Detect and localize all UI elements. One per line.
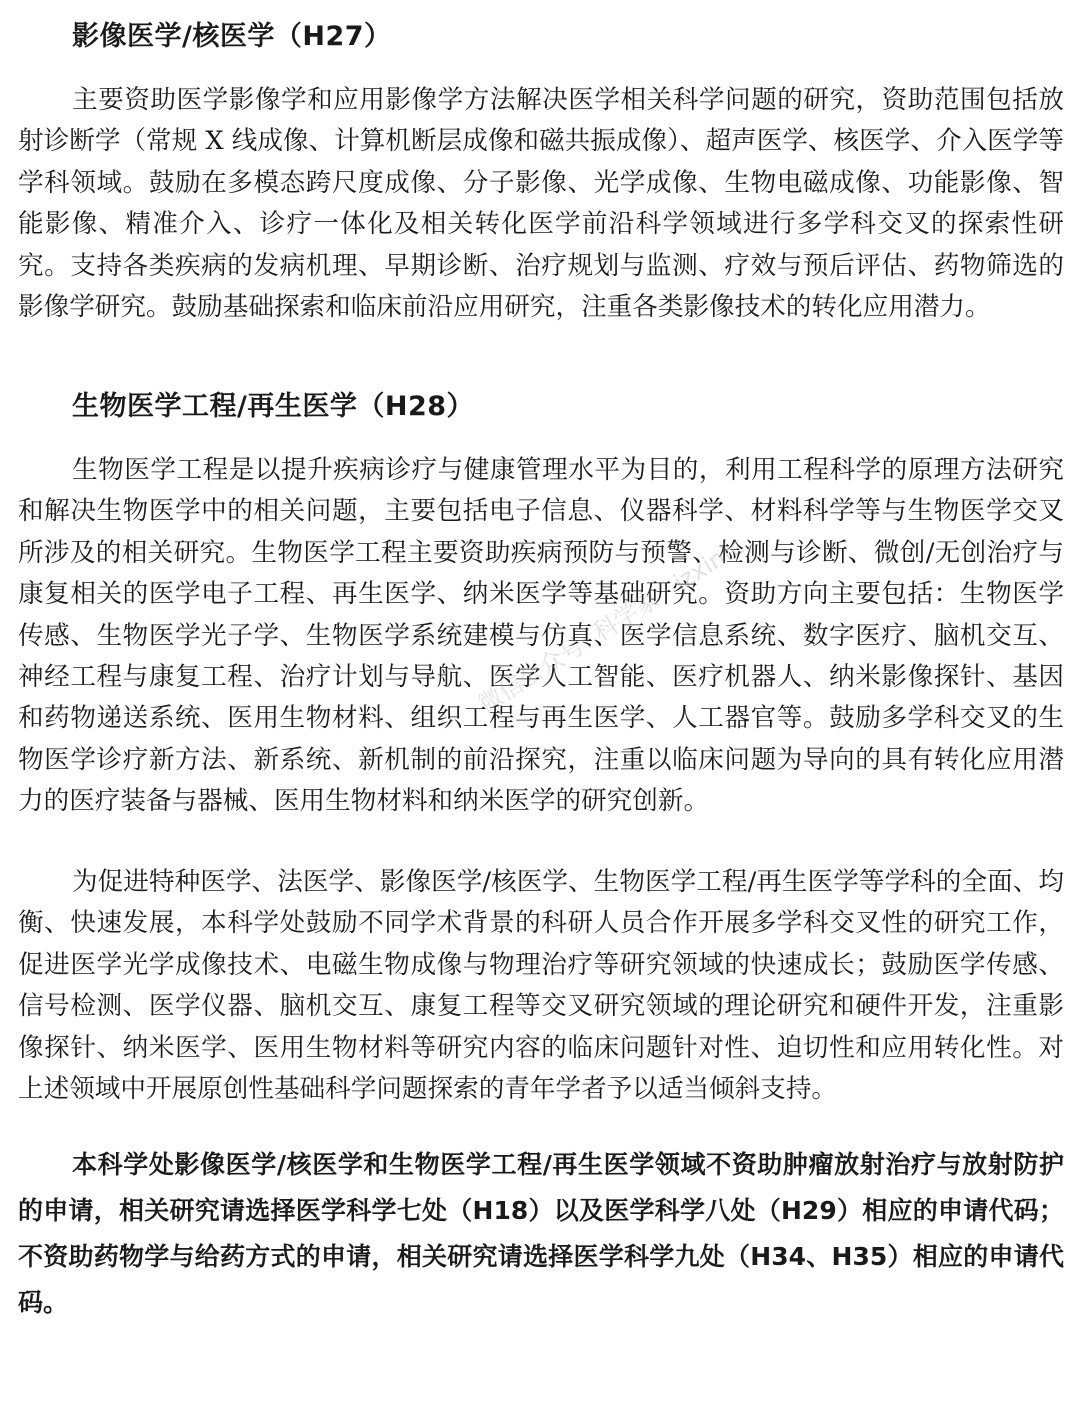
paragraph-h28-scope: 生物医学工程是以提升疾病诊疗与健康管理水平为目的，利用工程科学的原理方法研究和解决生物医学中的相关问题，主要包括电子信息、仪器科学、材料科学等与生物医学交叉所涉及的相关研究。生物医学工程主要资助疾病预防与预警、检测与诊断、微创/无创治疗与康复相关的医学电子工程、再生医学、纳米医学等基础研究。资助方向主要包括：生物医学传感、生物医学光子学、生物医学系统建模与仿真、医学信息系统、数字医疗、脑机交互、神经工程与康复工程、治疗计划与导航、医学人工智能、医疗机器人、纳米影像探针、基因和药物递送系统、医用生物材料、组织工程与再生医学、人工器官等。鼓励多学科交叉的生物医学诊疗新方法、新系统、新机制的前沿探究，注重以临床问题为导向的具有转化应用潜力的医疗装备与器械、医用生物材料和纳米医学的研究创新。 <box>18 455 1064 817</box>
paragraph-exclusion-note: 本科学处影像医学/核医学和生物医学工程/再生医学领域不资助肿瘤放射治疗与放射防护的申请，相关研究请选择医学科学七处（H18）以及医学科学八处（H29）相应的申请代码；不资助药物学与给药方式的申请，相关研究请选择医学科学九处（H34、H35）相应的申请代码。 <box>18 1150 1064 1317</box>
paragraph-h27-scope: 主要资助医学影像学和应用影像学方法解决医学相关科学问题的研究，资助范围包括放射诊断学（常规 X 线成像、计算机断层成像和磁共振成像）、超声医学、核医学、介入医学等学科领域。鼓励在多模态跨尺度成像、分子影像、光学成像、生物电磁成像、功能影像、智能影像、精准介入、诊疗一体化及相关转化医学前沿科学领域进行多学科交叉的探索性研究。支持各类疾病的发病机理、早期诊断、治疗规划与监测、疗效与预后评估、药物筛选的影像学研究。鼓励基础探索和临床前沿应用研究，注重各类影像技术的转化应用潜力。 <box>18 85 1064 323</box>
section-heading-h28: 生物医学工程/再生医学（H28） <box>72 391 475 422</box>
paragraph-encouragement: 为促进特种医学、法医学、影像医学/核医学、生物医学工程/再生医学等学科的全面、均衡、快速发展，本科学处鼓励不同学术背景的科研人员合作开展多学科交叉性的研究工作，促进医学光学成像技术、电磁生物成像与物理治疗等研究领域的快速成长；鼓励医学传感、信号检测、医学仪器、脑机交互、康复工程等交叉研究领域的理论研究和硬件开发，注重影像探针、纳米医学、医用生物材料等研究内容的临床问题针对性、迫切性和应用转化性。对上述领域中开展原创性基础科学问题探索的青年学者予以适当倾斜支持。 <box>18 867 1064 1105</box>
watermark: 微信公众号: 科学家 · jzxinfc <box>473 532 749 719</box>
section-heading-h27: 影像医学/核医学（H27） <box>72 21 392 52</box>
